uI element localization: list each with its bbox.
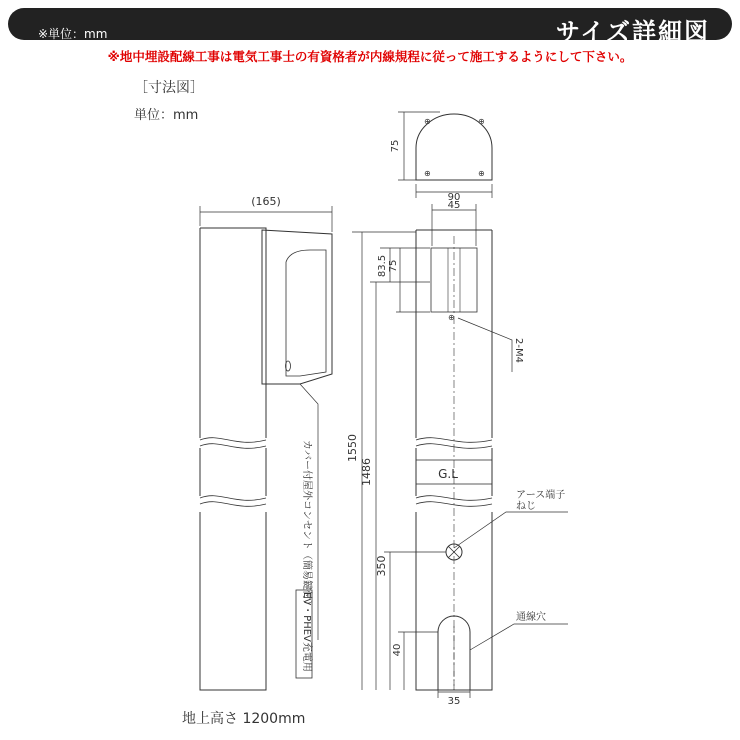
- wiring-hole-label: 通線穴: [516, 612, 546, 623]
- dim-350: 350: [375, 555, 388, 577]
- svg-text:⊕: ⊕: [424, 117, 431, 126]
- unit-label: 単位：mm: [134, 108, 199, 123]
- dim-front-top: 45: [447, 200, 461, 211]
- section-title: ［寸法図］: [134, 80, 204, 96]
- ground-height: 地上高さ 1200mm: [182, 711, 306, 727]
- top-view: [390, 112, 492, 203]
- header-unit: ※単位：mm: [38, 27, 108, 41]
- dim-top-width: 90: [447, 192, 461, 203]
- svg-text:⊕: ⊕: [478, 117, 485, 126]
- earth-label-1: アース端子: [516, 490, 566, 501]
- screw-label: 2-M4: [513, 338, 524, 363]
- dim-1486: 1486: [360, 458, 373, 486]
- dim-top-height: 75: [390, 139, 401, 153]
- outlet-label: カバー付屋外コンセント（簡易鍵付）: [301, 440, 312, 610]
- dim-40: 40: [392, 643, 403, 657]
- dim-side-width: (165): [251, 195, 281, 208]
- dim-75: 75: [388, 259, 399, 273]
- earth-label-2: ねじ: [516, 501, 536, 512]
- svg-text:⊕: ⊕: [424, 169, 431, 178]
- dim-35: 35: [447, 696, 461, 707]
- svg-text:⊕: ⊕: [448, 313, 455, 322]
- page-title: サイズ詳細図: [555, 18, 710, 46]
- gl-label: G.L: [438, 467, 458, 481]
- outlet-boxed-label: EV・PHEV充電用: [301, 592, 312, 672]
- svg-text:⊕: ⊕: [478, 169, 485, 178]
- side-view: [200, 195, 332, 690]
- dim-83-5: 83.5: [377, 254, 388, 278]
- front-view: [346, 200, 568, 707]
- dim-1550: 1550: [346, 434, 359, 462]
- warning-notice: ※地中埋設配線工事は電気工事士の有資格者が内線規程に従って施工するようにして下さい。: [107, 49, 633, 64]
